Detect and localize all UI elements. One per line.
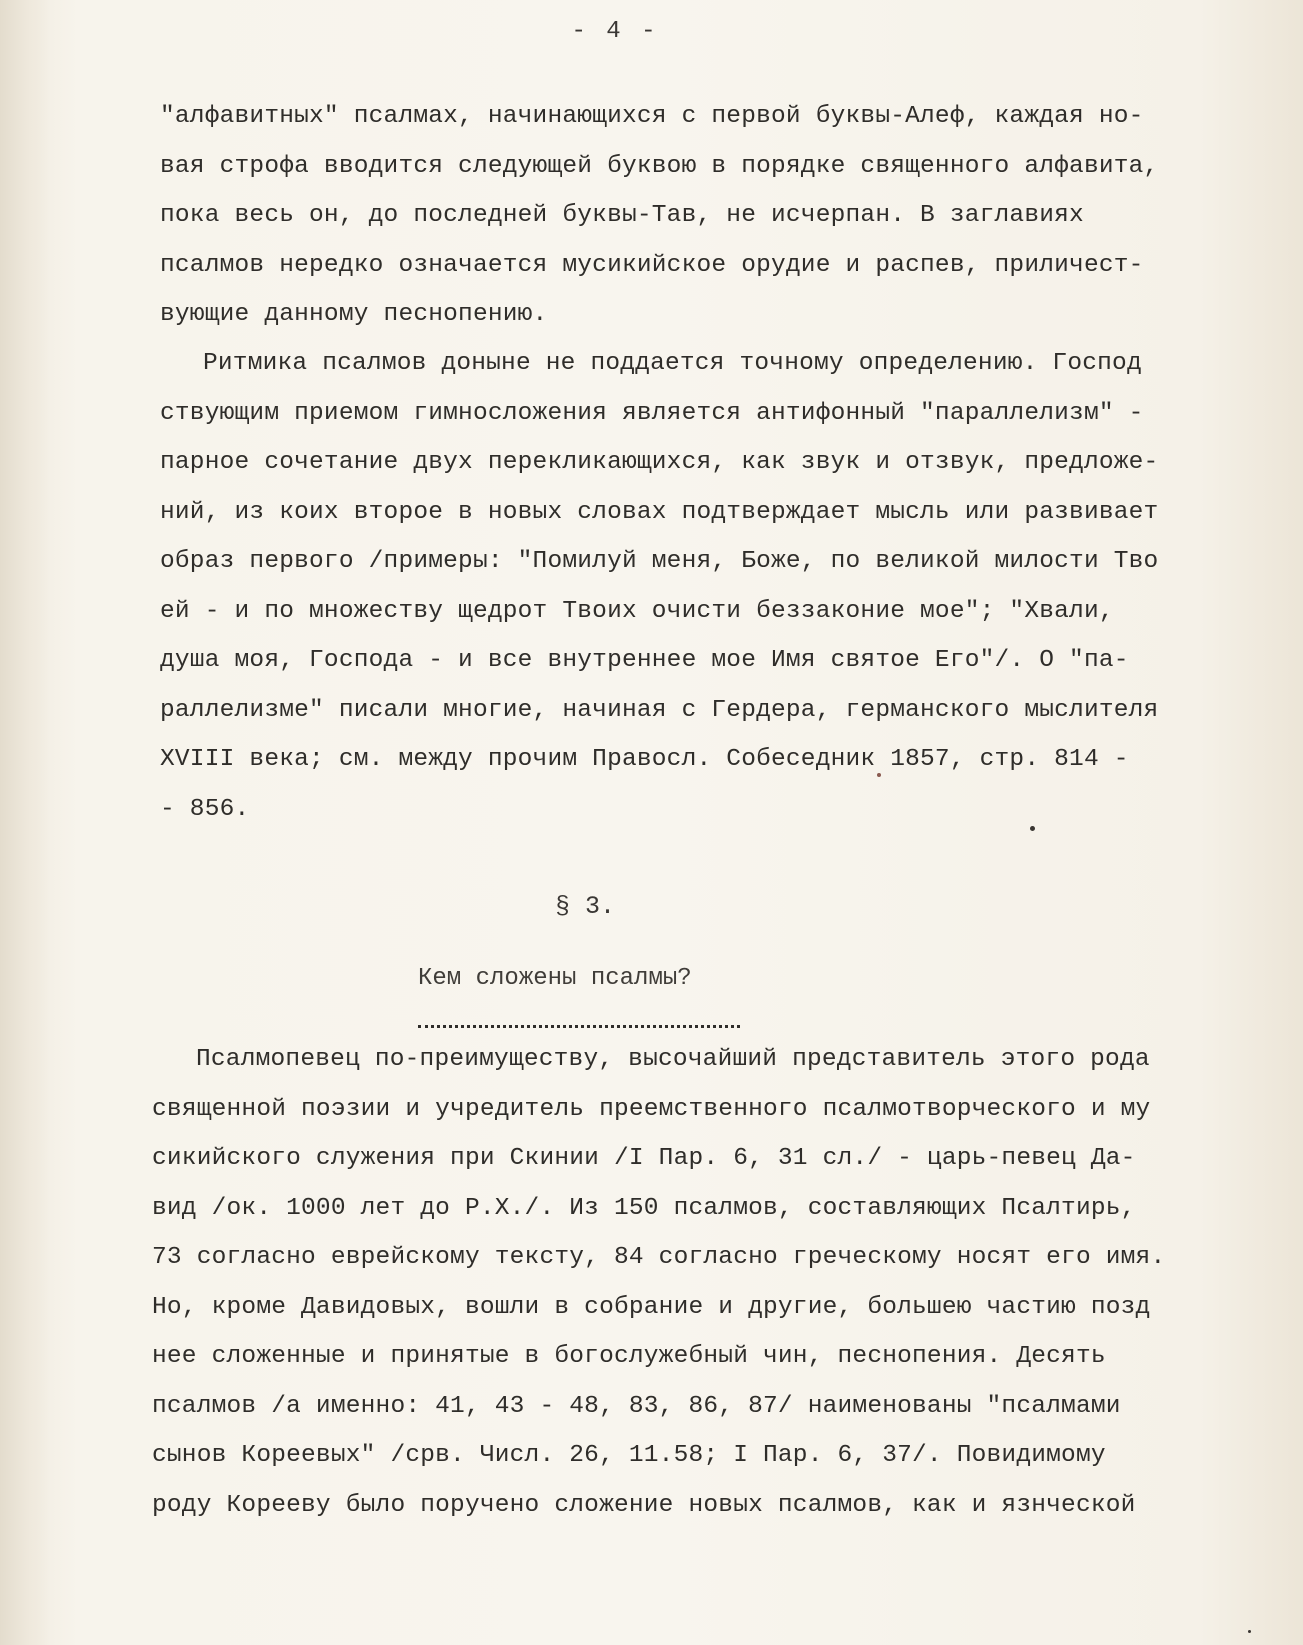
text-line: вующие данному песнопению.	[160, 301, 548, 328]
text-line: парное сочетание двух перекликающихся, как звук и отзвук, предложе-	[160, 449, 1159, 476]
ink-dot	[1248, 1630, 1251, 1633]
title-underline	[418, 1025, 740, 1031]
text-line: ний, из коих второе в новых словах подтверждает мысль или развивает	[160, 498, 1159, 526]
paragraph-alphabetic-psalms	[160, 92, 1280, 340]
text-line: вид /ок. 1000 лет до Р.Х./. Из 150 псалмов, составляющих Псалтирь,	[152, 1194, 1136, 1222]
text-line: сынов Кореевых" /срв. Числ. 26, 11.58; I Пар. 6, 37/. Повидимому	[152, 1442, 1106, 1469]
text-line: псалмов нередко означается мусикийское орудие и распев, приличест-	[160, 251, 1144, 279]
text-line: пока весь он, до последней буквы-Тав, не исчерпан. В заглавиях	[160, 202, 1084, 229]
paragraph-rhythm-parallelism	[160, 339, 1303, 834]
text-line: нее сложенные и принятые в богослужебный чин, песнопения. Десять	[152, 1343, 1106, 1370]
text-line: вая строфа вводится следующей буквою в порядке священного алфавита,	[160, 152, 1159, 180]
paragraph-authors-of-psalms	[152, 1035, 1303, 1530]
ink-speck	[877, 773, 881, 777]
text-line: ствующим приемом гимносложения является антифонный "параллелизм" -	[160, 399, 1144, 427]
page-number: - 4 -	[571, 18, 659, 45]
text-line: "алфавитных" псалмах, начинающихся с первой буквы-Алеф, каждая но-	[160, 103, 1144, 130]
text-line: роду Корееву было поручено сложение новых псалмов, как и язнческой	[152, 1491, 1136, 1519]
ink-dot	[1030, 826, 1035, 831]
page-edge-shadow	[0, 0, 50, 1645]
text-line: ей - и по множеству щедрот Твоих очисти беззаконие мое"; "Хвали,	[160, 597, 1114, 625]
text-line: XVIII века; см. между прочим Правосл. Собеседник 1857, стр. 814 -	[160, 746, 1129, 773]
text-line: - 856.	[160, 795, 250, 823]
section-number: § 3.	[555, 892, 616, 921]
text-line: душа моя, Господа - и все внутреннее мое Имя святое Его"/. О "па-	[160, 647, 1129, 674]
text-line: священной поэзии и учредитель преемственного псалмотворческого и му	[152, 1095, 1151, 1123]
text-line: Но, кроме Давидовых, вошли в собрание и другие, большею частию позд	[152, 1293, 1151, 1321]
text-line: Ритмика псалмов доныне не поддается точному определению. Господ	[203, 350, 1142, 377]
section-title: Кем сложены псалмы?	[418, 965, 692, 992]
text-line: псалмов /а именно: 41, 43 - 48, 83, 86, 87/ наименованы "псалмами	[152, 1392, 1121, 1420]
text-line: сикийского служения при Скинии /I Пар. 6, 31 сл./ - царь-певец Да-	[152, 1145, 1136, 1172]
text-line: Псалмопевец по-преимуществу, высочайший представитель этого рода	[196, 1046, 1150, 1073]
text-line: образ первого /примеры: "Помилуй меня, Боже, по великой милости Тво	[160, 548, 1159, 575]
text-line: 73 согласно еврейскому тексту, 84 согласно греческому носят его имя.	[152, 1244, 1166, 1271]
text-line: раллелизме" писали многие, начиная с Гердера, германского мыслителя	[160, 696, 1159, 724]
